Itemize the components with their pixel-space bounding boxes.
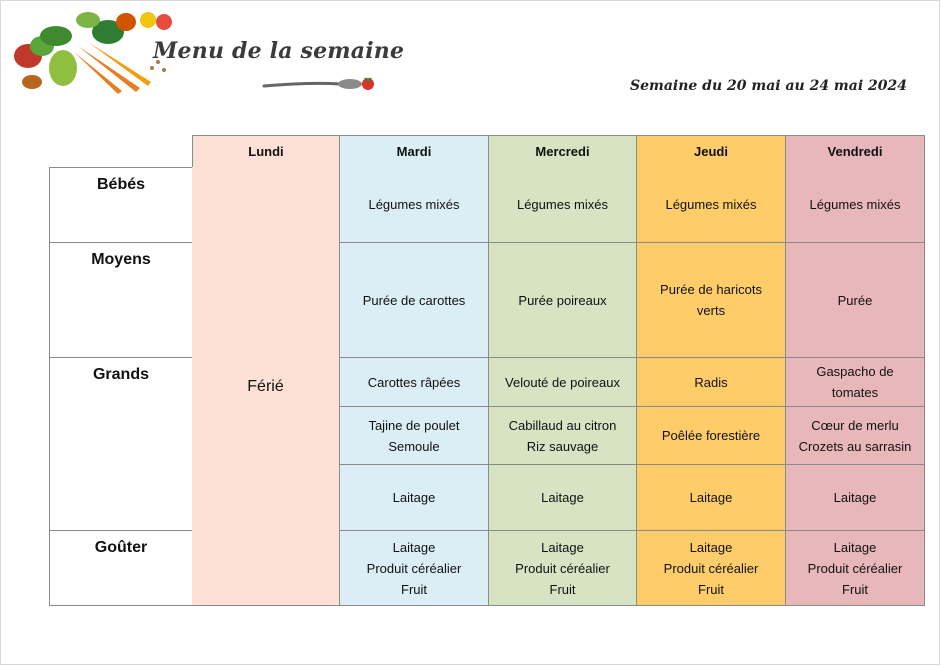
menu-mardi-grands-entree: Carottes râpées — [340, 358, 489, 407]
col-header-mercredi: Mercredi — [489, 135, 637, 168]
page-title: Menu de la semaine — [153, 38, 405, 64]
week-range: Semaine du 20 mai au 24 mai 2024 — [630, 78, 907, 94]
menu-jeudi-gouter: Laitage Produit céréalier Fruit — [637, 531, 786, 606]
menu-jeudi-bebes: Légumes mixés — [637, 167, 786, 243]
menu-vendredi-grands-entree: Gaspacho de tomates — [786, 358, 925, 407]
menu-mercredi-grands-entree: Velouté de poireaux — [489, 358, 637, 407]
menu-mercredi-grands-plat: Cabillaud au citron Riz sauvage — [489, 407, 637, 465]
menu-jeudi-grands-entree: Radis — [637, 358, 786, 407]
menu-vendredi-bebes: Légumes mixés — [786, 167, 925, 243]
group-label-moyens: Moyens — [49, 243, 193, 358]
menu-vendredi-grands-plat: Cœur de merlu Crozets au sarrasin — [786, 407, 925, 465]
menu-mercredi-moyens: Purée poireaux — [489, 243, 637, 358]
menu-vendredi-grands-dessert: Laitage — [786, 465, 925, 531]
menu-mardi-grands-dessert: Laitage — [340, 465, 489, 531]
col-header-lundi: Lundi — [192, 135, 340, 168]
menu-jeudi-moyens: Purée de haricots verts — [637, 243, 786, 358]
col-header-jeudi: Jeudi — [637, 135, 786, 168]
menu-jeudi-grands-dessert: Laitage — [637, 465, 786, 531]
group-label-grands: Grands — [49, 358, 193, 531]
menu-mardi-bebes: Légumes mixés — [340, 167, 489, 243]
menu-mercredi-bebes: Légumes mixés — [489, 167, 637, 243]
spoon-icon — [262, 72, 378, 94]
menu-mercredi-grands-dessert: Laitage — [489, 465, 637, 531]
menu-mardi-gouter: Laitage Produit céréalier Fruit — [340, 531, 489, 606]
col-header-vendredi: Vendredi — [786, 135, 925, 168]
menu-mardi-grands-plat: Tajine de poulet Semoule — [340, 407, 489, 465]
lundi-ferie: Férié — [192, 167, 340, 606]
group-label-bebes: Bébés — [49, 167, 193, 243]
menu-vendredi-gouter: Laitage Produit céréalier Fruit — [786, 531, 925, 606]
vegetables-illustration — [8, 6, 176, 98]
menu-mardi-moyens: Purée de carottes — [340, 243, 489, 358]
menu-mercredi-gouter: Laitage Produit céréalier Fruit — [489, 531, 637, 606]
menu-vendredi-moyens: Purée — [786, 243, 925, 358]
col-header-mardi: Mardi — [340, 135, 489, 168]
group-label-gouter: Goûter — [49, 531, 193, 606]
menu-jeudi-grands-plat: Poêlée forestière — [637, 407, 786, 465]
